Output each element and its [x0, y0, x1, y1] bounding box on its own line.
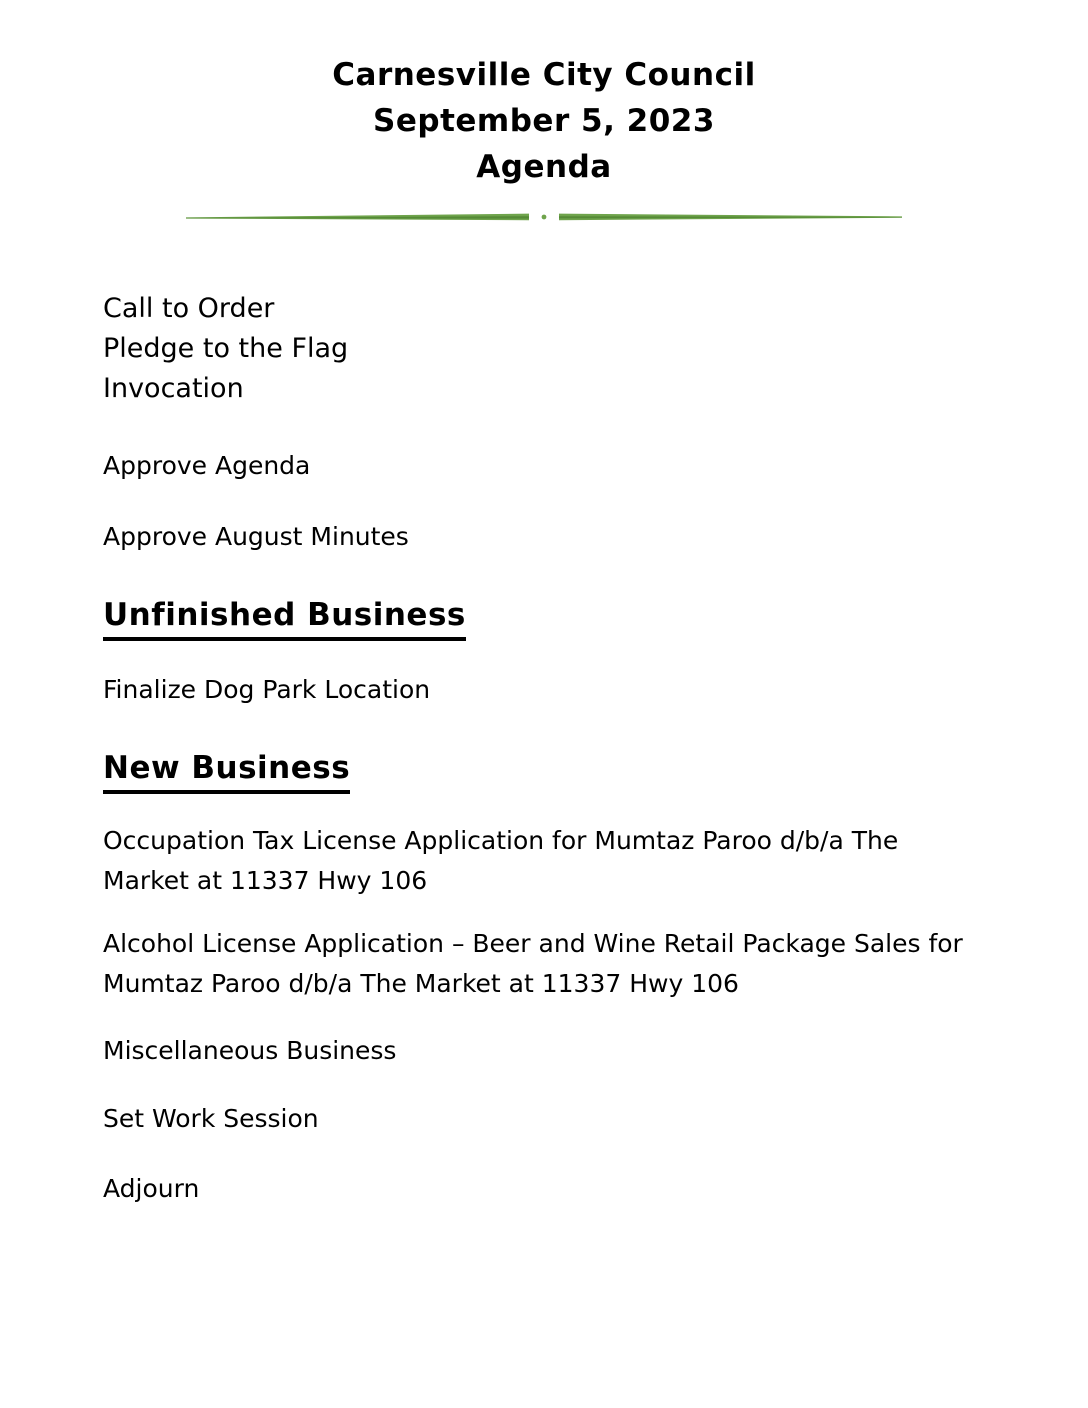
- opening-items: [103, 289, 985, 409]
- agenda-item-alcohol-license: Alcohol License Application – Beer and Wine Retail Package Sales for Mumtaz Paroo d/b/a The Market at 11337 Hwy 106: [103, 929, 963, 998]
- decorative-divider: [103, 212, 985, 231]
- divider-graphic-icon: [186, 212, 902, 224]
- title-organization: Carnesville City Council: [332, 57, 756, 93]
- agenda-item-call-to-order: Call to Order: [103, 293, 275, 324]
- agenda-item-invocation: Invocation: [103, 373, 244, 404]
- agenda-item-approve-agenda: Approve Agenda: [103, 451, 311, 480]
- title-doc-type: Agenda: [476, 149, 612, 185]
- agenda-item-adjourn: Adjourn: [103, 1174, 200, 1203]
- section-heading-text: New Business: [103, 747, 350, 794]
- agenda-item-approve-minutes: Approve August Minutes: [103, 522, 409, 551]
- section-heading-new-business: [103, 743, 985, 794]
- title-date: September 5, 2023: [373, 103, 715, 139]
- agenda-item-occupation-tax: Occupation Tax License Application for Mumtaz Paroo d/b/a The Market at 11337 Hwy 106: [103, 826, 899, 895]
- agenda-item-miscellaneous: Miscellaneous Business: [103, 1036, 397, 1065]
- section-heading-unfinished-business: [103, 590, 985, 641]
- agenda-item-dog-park: Finalize Dog Park Location: [103, 675, 431, 704]
- agenda-item-pledge: Pledge to the Flag: [103, 333, 349, 364]
- agenda-item-work-session: Set Work Session: [103, 1104, 319, 1133]
- document-title-block: [103, 52, 985, 190]
- section-heading-text: Unfinished Business: [103, 594, 466, 641]
